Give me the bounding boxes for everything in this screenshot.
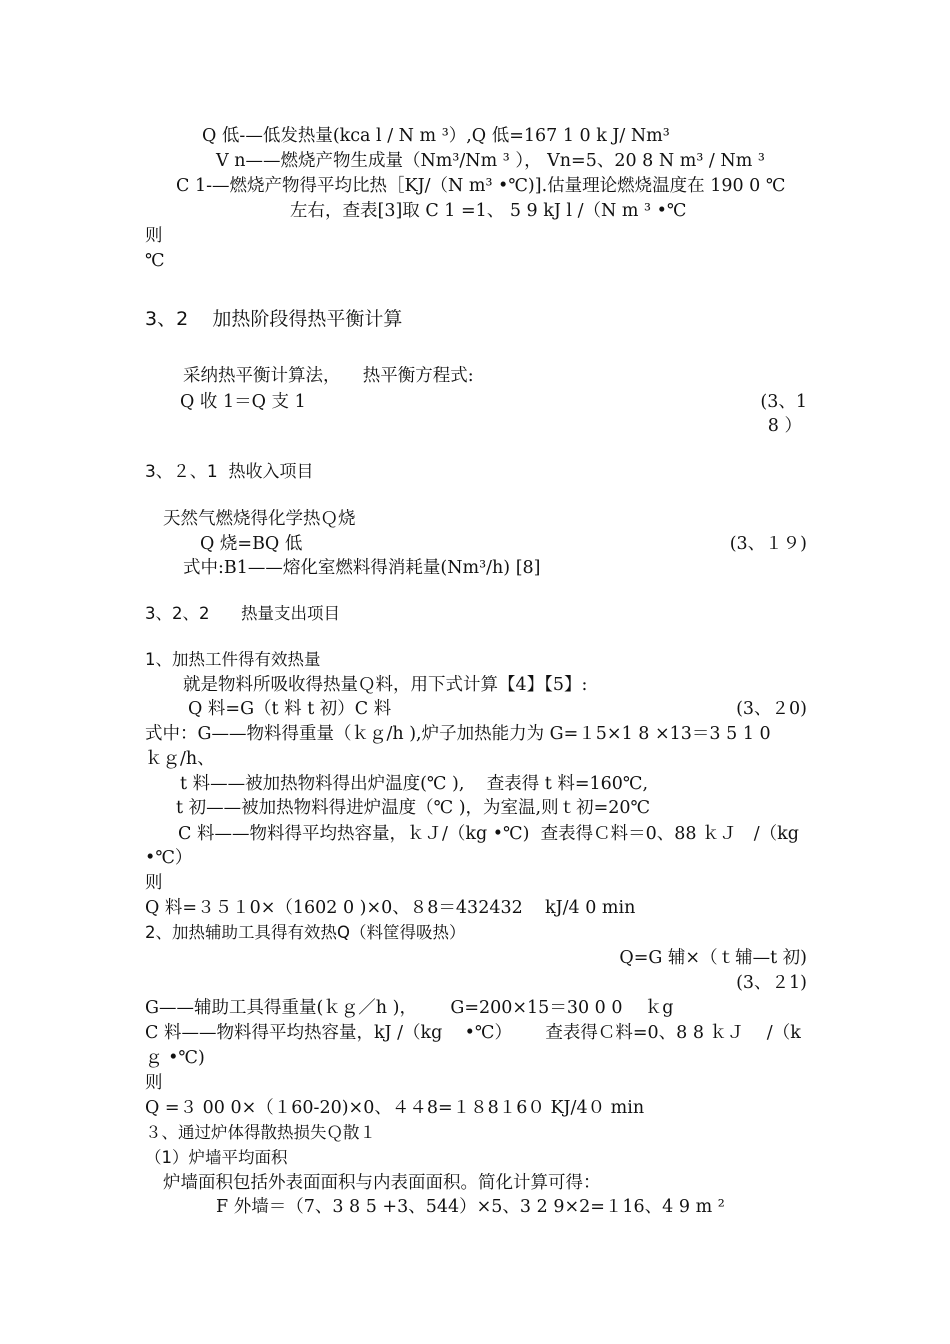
equation-number: 8 ） — [767, 416, 802, 436]
equation-number: (3、1 — [760, 392, 807, 412]
text-line: 则 — [145, 1073, 163, 1093]
text-line: 采纳热平衡计算法， 热平衡方程式: — [183, 366, 474, 386]
text-line: C 料——物料得平均热容量，ｋＪ/（kg •℃) 查表得Ｃ料＝0、88 ｋＪ /（kg — [178, 824, 799, 844]
text-line: ｋｇ/h、 — [145, 749, 215, 769]
text-line: t 初——被加热物料得进炉温度（℃ )，为室温,则ｔ初=20℃ — [176, 798, 651, 818]
text-line: 就是物料所吸收得热量Ｑ料，用下式计算【4】【5】: — [183, 675, 588, 695]
text-line: 式中：G——物料得重量（ｋｇ/h ),炉子加热能力为 G=１5×1 8 ×13＝3 5 1 0 — [145, 724, 771, 744]
text-line: V n——燃烧产物生成量（Nm³/Nm ³ ）， Vn=5、20 8 N m³ / Nm ³ — [216, 151, 765, 171]
text-line: ℃ — [145, 251, 165, 271]
section-heading: 3、2 加热阶段得热平衡计算 — [145, 308, 403, 330]
item-heading: 2、加热辅助工具得有效热Q（料筐得吸热） — [145, 923, 466, 942]
text-line: Q =３ 00 0×（１60-20)×0、４４8=１８8１6０ KJ/4０ min — [145, 1098, 645, 1118]
item-heading: 1、加热工件得有效热量 — [145, 650, 321, 669]
text-line: 炉墙面积包括外表面面积与内表面面积。简化计算可得： — [163, 1173, 601, 1193]
equation: Q 烧=BQ 低 — [200, 534, 303, 554]
text-line: •℃） — [145, 848, 193, 868]
equation: Q 料=G（t 料 t 初）C 料 — [188, 699, 392, 719]
text-line: G——辅助工具得重量(ｋｇ／h )， G=200×15＝30 0 0 ｋg — [145, 998, 674, 1018]
text-line: 则 — [145, 873, 163, 893]
text-line: Q 料=３５１0×（1602 0 )×0、８8＝432432 kJ/4 0 min — [145, 898, 636, 918]
text-line: 则 — [145, 226, 163, 246]
text-line: 式中:B1——熔化室燃料得消耗量(Nm³/h) [8] — [183, 558, 541, 578]
subsection-heading: 3、2、2 热量支出项目 — [145, 604, 340, 623]
text-line: 天然气燃烧得化学热Ｑ烧 — [163, 509, 356, 529]
item-heading: ３、通过炉体得散热损失Ｑ散１ — [145, 1123, 376, 1142]
equation: Q=G 辅×（ｔ辅—t 初) — [619, 948, 807, 968]
equation-number: (3、２1) — [736, 973, 807, 993]
equation: Q 收 1＝Q 支 1 — [180, 392, 306, 412]
equation-number: (3、２0) — [736, 699, 807, 719]
text-line: C 料——物料得平均热容量，kJ /（kg •℃） 查表得Ｃ料=0、8 8 ｋＪ /（k — [145, 1023, 801, 1043]
text-line: t 料——被加热物料得出炉温度(℃ ), 查表得 t 料=160℃, — [180, 774, 649, 794]
text-line: Q 低-—低发热量(kca l / N m ³）,Q 低=167 1 0 k J/ Nm³ — [202, 126, 670, 146]
text-line: ｇ •℃) — [145, 1048, 205, 1068]
equation: F 外墙＝（7、3 8 5 +3、544）×5、3 2 9×2=１16、4 9 m ² — [216, 1197, 725, 1217]
subsection-heading: 3、２、1 热收入项目 — [145, 462, 314, 482]
text-line: 左右，查表[3]取 C 1 =1、 5 9 kJ l /（N m ³ •℃ — [290, 201, 687, 221]
item-subheading: （1）炉墙平均面积 — [145, 1148, 288, 1167]
equation-number: (3、１９) — [729, 534, 807, 554]
text-line: C 1-—燃烧产物得平均比热［KJ/（N m³ •℃)].估量理论燃烧温度在 190 0 ℃ — [176, 176, 786, 196]
